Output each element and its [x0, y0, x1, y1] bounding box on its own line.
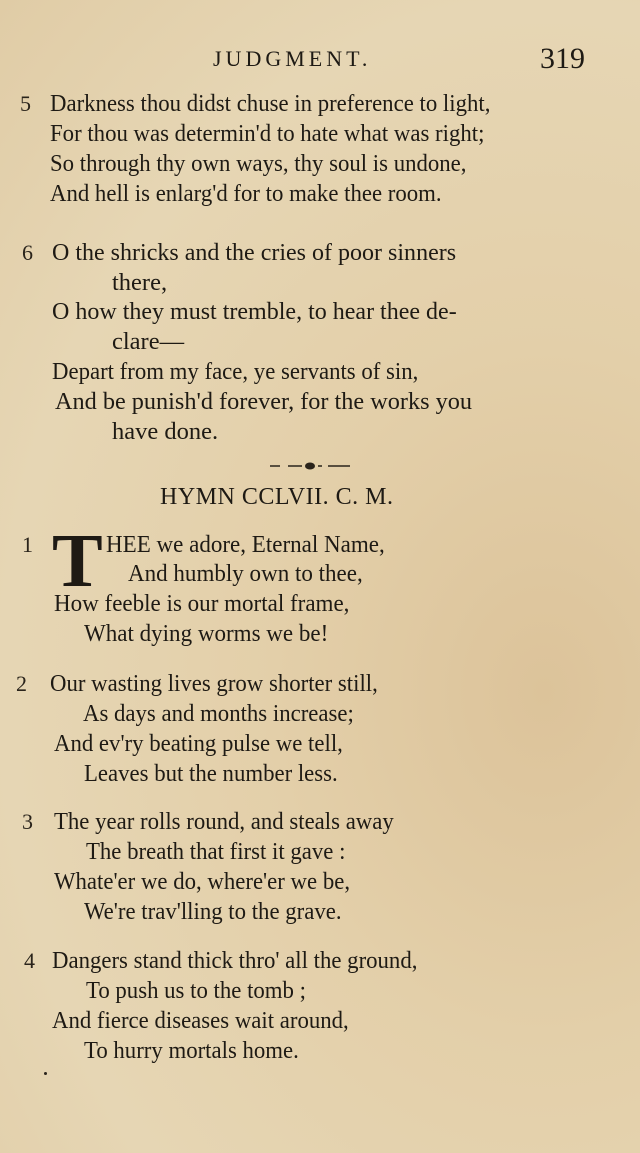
verse-line: And be punish'd forever, for the works you: [55, 388, 472, 415]
verse-line: What dying worms we be!: [84, 620, 329, 647]
verse-line: And fierce diseases wait around,: [52, 1007, 349, 1034]
page-header: [0, 42, 640, 82]
verse-line: have done.: [112, 418, 219, 445]
verse-line: We're trav'lling to the grave.: [84, 898, 342, 925]
verse-line: To hurry mortals home.: [84, 1037, 299, 1064]
hymn-title: HYMN CCLVII. C. M.: [160, 484, 394, 510]
verse-line: Darkness thou didst chuse in preference to light,: [50, 90, 491, 117]
verse-line: For thou was determin'd to hate what was right;: [50, 120, 485, 147]
verse-line: How feeble is our mortal frame,: [54, 590, 350, 617]
verse-line: Dangers stand thick thro' all the ground,: [52, 947, 418, 974]
verse-line: As days and months increase;: [83, 700, 354, 727]
page-number: 319: [540, 42, 585, 75]
stanza-number: 5: [20, 91, 31, 116]
verse-line: there,: [112, 269, 168, 296]
running-title: JUDGMENT.: [213, 46, 372, 71]
ink-speck: [44, 1072, 47, 1075]
verse-line: O how they must tremble, to hear thee de-: [52, 298, 457, 325]
verse-line: And hell is enlarg'd for to make thee room.: [50, 180, 442, 207]
stanza-number: 6: [22, 240, 33, 265]
verse-line: HEE we adore, Eternal Name,: [106, 531, 385, 558]
verse-line: The year rolls round, and steals away: [54, 808, 394, 835]
verse-line: To push us to the tomb ;: [86, 977, 306, 1004]
stanza-number: 2: [16, 671, 27, 696]
ornament-divider-icon: [270, 461, 350, 471]
verse-line: And ev'ry beating pulse we tell,: [54, 730, 343, 757]
verse-line: And humbly own to thee,: [128, 560, 363, 587]
drop-cap: T: [52, 519, 103, 603]
verse-line: Depart from my face, ye servants of sin,: [52, 358, 419, 385]
verse-line: Leaves but the number less.: [84, 760, 338, 787]
verse-line: O the shricks and the cries of poor sinners: [52, 239, 457, 266]
stanza-number: 3: [22, 809, 33, 834]
verse-line: Whate'er we do, where'er we be,: [54, 868, 351, 895]
verse-line: So through thy own ways, thy soul is undone,: [50, 150, 467, 177]
verse-line: clare—: [112, 328, 185, 355]
stanza-number: 1: [22, 532, 33, 557]
verse-line: Our wasting lives grow shorter still,: [50, 670, 378, 697]
stanza-number: 4: [24, 948, 35, 973]
verse-line: The breath that first it gave :: [86, 838, 346, 865]
